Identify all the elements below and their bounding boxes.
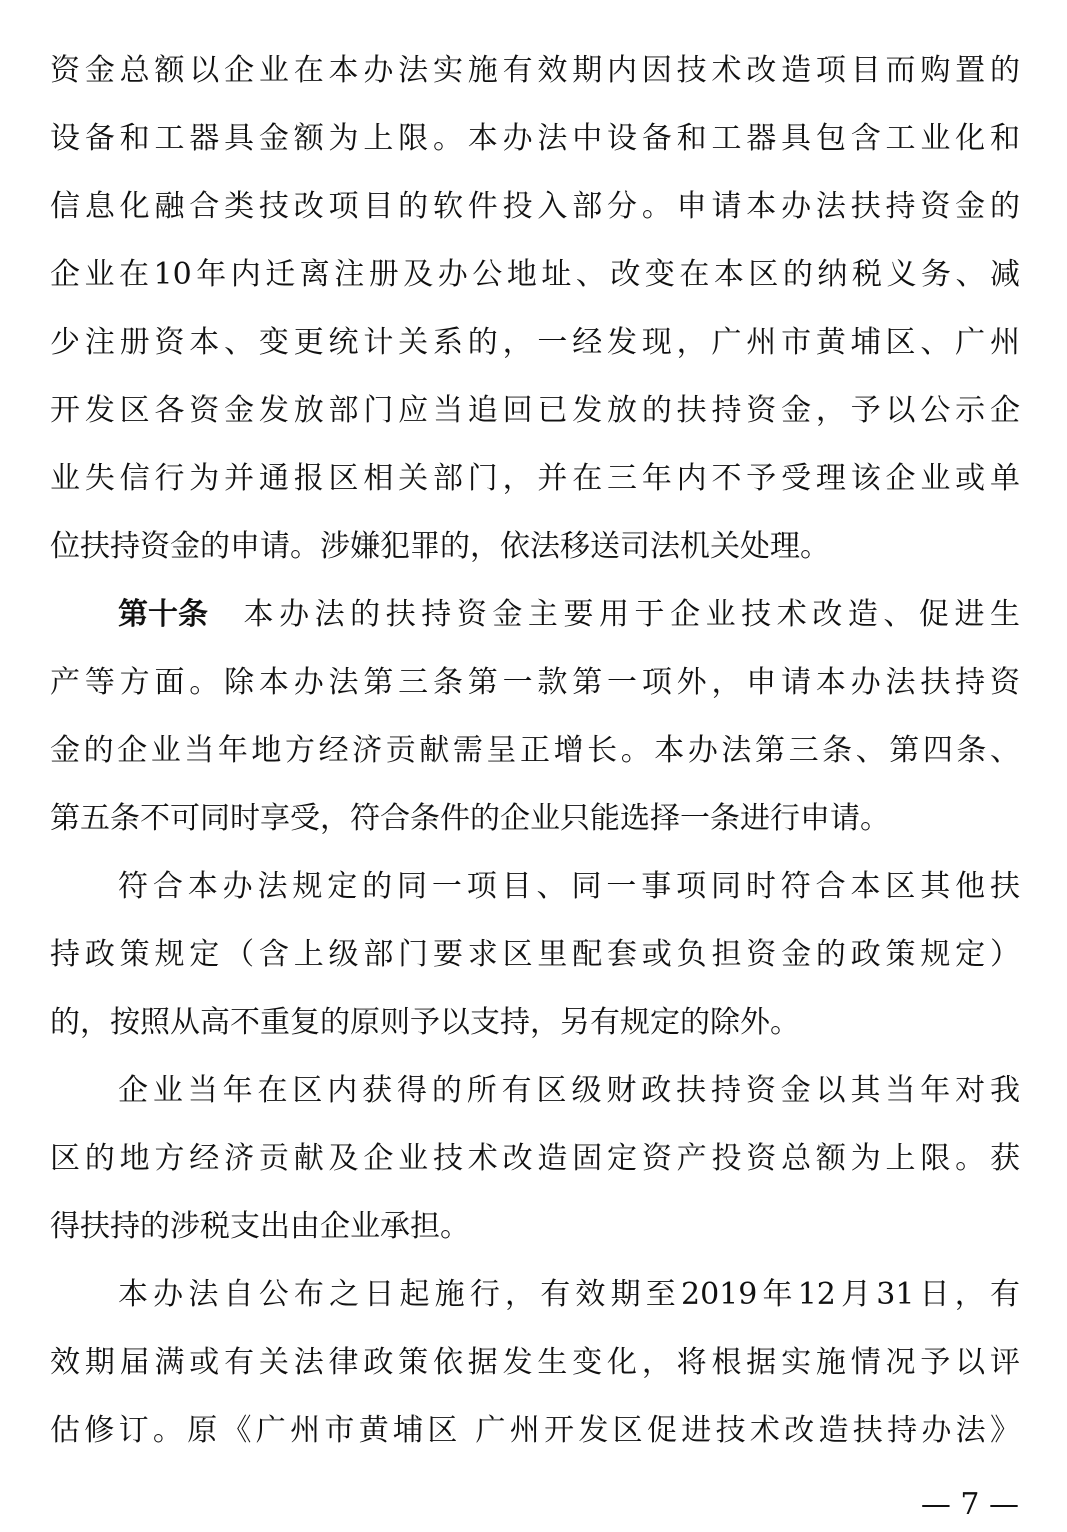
text-line: 少注册资本、变更统计关系的，一经发现，广州市黄埔区、广州: [50, 325, 1020, 360]
text-line: 企业当年在区内获得的所有区级财政扶持资金以其当年对我: [118, 1073, 1020, 1108]
text-line: 持政策规定（含上级部门要求区里配套或负担资金的政策规定）: [50, 937, 1020, 972]
text-line: 的，按照从高不重复的原则予以支持，另有规定的除外。: [50, 1005, 800, 1040]
text-line: 效期届满或有关法律政策依据发生变化，将根据实施情况予以评: [50, 1345, 1020, 1380]
text-line: 企业在10年内迁离注册及办公地址、改变在本区的纳税义务、减: [50, 257, 1020, 292]
text-line: 开发区各资金发放部门应当追回已发放的扶持资金，予以公示企: [50, 393, 1020, 428]
text-line: 估修订。原《广州市黄埔区 广州开发区促进技术改造扶持办法》: [50, 1413, 1020, 1448]
article-title: 第十条: [118, 597, 208, 632]
text-line: 第五条不可同时享受，符合条件的企业只能选择一条进行申请。: [50, 801, 890, 836]
text-line: 本办法自公布之日起施行，有效期至2019年12月31日，有: [118, 1277, 1020, 1312]
text-line: 区的地方经济贡献及企业技术改造固定资产投资总额为上限。获: [50, 1141, 1020, 1176]
text-line: 位扶持资金的申请。涉嫌犯罪的，依法移送司法机关处理。: [50, 529, 830, 564]
text-line: 得扶持的涉税支出由企业承担。: [50, 1209, 470, 1244]
text-line: 产等方面。除本办法第三条第一款第一项外，申请本办法扶持资: [50, 665, 1020, 700]
article-ten-first-text: 本办法的扶持资金主要用于企业技术改造、促进生: [238, 597, 1020, 632]
text-line: 设备和工器具金额为上限。本办法中设备和工器具包含工业化和: [50, 121, 1020, 156]
text-line: 资金总额以企业在本办法实施有效期内因技术改造项目而购置的: [50, 53, 1020, 88]
text-line: 业失信行为并通报区相关部门，并在三年内不予受理该企业或单: [50, 461, 1020, 496]
article-ten-first-line: [118, 590, 1020, 640]
page-number: — 7 —: [920, 1487, 1019, 1522]
text-line: 信息化融合类技改项目的软件投入部分。申请本办法扶持资金的: [50, 189, 1020, 224]
text-line: 金的企业当年地方经济贡献需呈正增长。本办法第三条、第四条、: [50, 733, 1020, 768]
text-line: 符合本办法规定的同一项目、同一事项同时符合本区其他扶: [118, 869, 1020, 904]
